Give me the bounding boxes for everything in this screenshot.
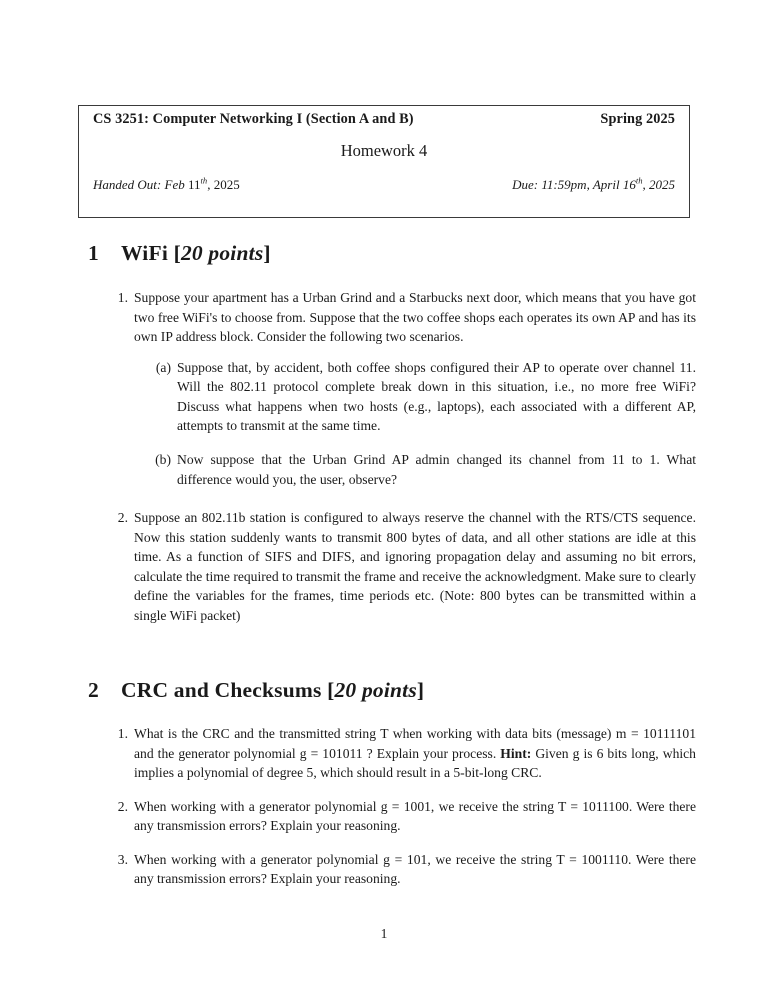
handed-out-year: , 2025 — [207, 177, 240, 192]
item-text: When working with a generator polynomial g = 1001, we receive the string T = 1011100. Were there any transmission errors? Explain your reasoning. — [134, 798, 696, 834]
handed-out-day: 11 — [187, 177, 201, 192]
subitem-marker: (a) — [155, 359, 171, 375]
due-label: Due: — [512, 177, 539, 192]
subitem-marker: (b) — [155, 451, 171, 467]
homework-title: Homework 4 — [340, 141, 428, 160]
list-item — [106, 508, 696, 625]
item-marker: 2. — [117, 510, 128, 526]
item-text: Suppose an 802.11b station is configured to always reserve the channel with the RTS/CTS sequence. Now this station suddenly wants to transmit 800 bytes of data, and all other stations are idle at this time. As a function of SIFS and DIFS, and ignoring propagation delay and assuming no bit errors, calculate the time required to transmit the frame and receive the acknowledgment. Make sure to clearly define the variables for the frames, time periods etc. (Note: 800 bytes can be transmitted within a single WiFi packet) — [134, 510, 696, 623]
hint-label: Hint: — [500, 745, 532, 761]
page-number: 1 — [380, 926, 388, 941]
section-1-number: 1 — [88, 241, 99, 265]
section-2-points: 20 points — [334, 678, 417, 702]
due-ordinal: th — [635, 175, 643, 186]
handed-out-date — [93, 177, 240, 193]
header-top-row — [93, 111, 675, 128]
subitem-text: Now suppose that the Urban Grind AP admin changed its channel from 11 to 1. What difference would you, the user, observe? — [177, 451, 696, 487]
item-marker: 1. — [117, 290, 128, 305]
due-time: 11:59pm, April — [541, 177, 620, 192]
section-1-heading: 1 WiFi [20 points] — [88, 241, 271, 265]
list-item — [106, 724, 696, 783]
section-2-heading: 2 CRC and Checksums [20 points] — [88, 678, 425, 702]
header-bottom-row — [93, 177, 675, 193]
section-2-number: 2 — [88, 678, 99, 702]
assignment-header-box — [78, 105, 690, 218]
list-item — [146, 450, 696, 489]
item-text: When working with a generator polynomial g = 101, we receive the string T = 1001110. Were there any transmission errors? Explain your reasoning. — [134, 851, 696, 887]
item-marker: 2. — [117, 798, 128, 814]
term-label: Spring 2025 — [600, 111, 675, 127]
section-crc — [0, 678, 768, 889]
hint-text: Given g is 6 bits long, which implies a polynomial of degree 5, which should result in a 5-bit-long CRC. — [134, 745, 696, 781]
section-1-points: 20 points — [180, 241, 264, 265]
course-title: CS 3251: Computer Networking I (Section A and B) — [93, 111, 414, 127]
item-text: What is the CRC and the transmitted string T when working with data bits (message) m = 10111101 and the generator polynomial g = 101011 ? Explain your process. — [134, 726, 696, 761]
item-marker: 1. — [117, 726, 128, 741]
list-item — [106, 797, 696, 836]
list-item — [146, 358, 696, 436]
due-date — [512, 177, 675, 193]
section-wifi — [0, 241, 768, 625]
due-day: 16 — [622, 177, 636, 192]
subitem-text: Suppose that, by accident, both coffee shops configured their AP to operate over channel 11. Will the 802.11 protocol complete break down in this situation, i.e., no more free WiFi? Discuss what happens when two hosts (e.g., laptops), each associated with a different AP, attempts to transmit at the same time. — [177, 359, 696, 434]
handed-out-month: Feb — [164, 177, 185, 192]
list-item — [106, 850, 696, 889]
section-2-title: CRC and Checksums — [121, 678, 322, 702]
section-1-title: WiFi — [121, 241, 168, 265]
item-text: Suppose your apartment has a Urban Grind and a Starbucks next door, which means that you have got two free WiFi's to choose from. Suppose that the two coffee shops each operates its own AP and has its own IP address block. Consider the following two scenarios. — [134, 290, 696, 345]
handed-out-ordinal: th — [200, 175, 208, 186]
list-item — [106, 288, 696, 347]
handed-out-label: Handed Out: — [93, 177, 162, 192]
due-year: , 2025 — [642, 177, 675, 192]
item-marker: 3. — [117, 851, 128, 867]
